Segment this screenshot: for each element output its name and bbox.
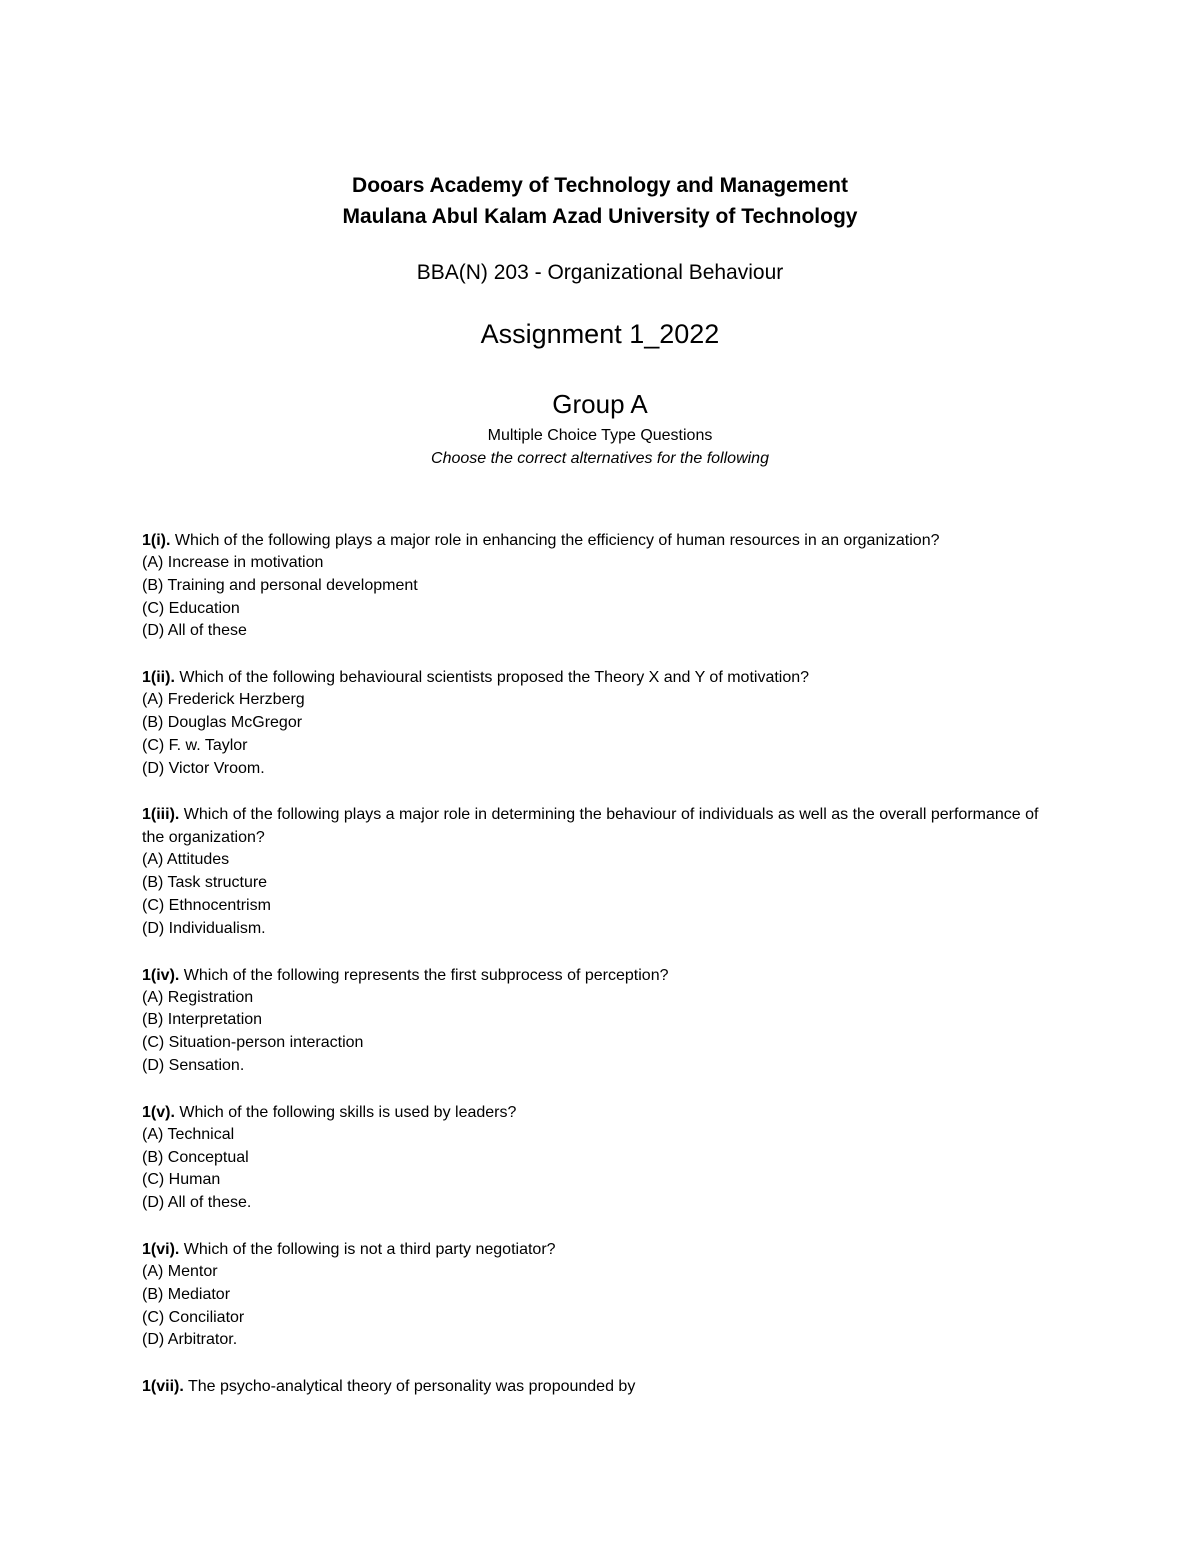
question-1-vii <box>142 1375 1042 1398</box>
option-a: (A) Registration <box>142 988 254 1006</box>
option-a: (A) Mentor <box>142 1262 218 1280</box>
option-b: (B) Interpretation <box>142 1011 263 1029</box>
option-c: (C) F. w. Taylor <box>142 736 248 754</box>
document-header <box>0 170 1200 471</box>
question-number: 1(vi). <box>142 1240 180 1258</box>
option-c: (C) Conciliator <box>142 1308 245 1326</box>
question-text <box>142 529 1042 552</box>
question-text <box>142 1238 1042 1261</box>
question-number: 1(iii). <box>142 806 180 824</box>
question-1-iii <box>142 803 1042 940</box>
question-number: 1(v). <box>142 1103 175 1121</box>
option-b: (B) Training and personal development <box>142 576 418 594</box>
question-body: Which of the following plays a major role in enhancing the efficiency of human resources in an organization? <box>170 532 940 549</box>
option-d: (D) All of these. <box>142 1194 252 1212</box>
option-c: (C) Education <box>142 599 240 617</box>
question-body: Which of the following is not a third party negotiator? <box>179 1240 556 1258</box>
question-1-ii <box>142 666 1042 780</box>
option-b: (B) Task structure <box>142 874 268 892</box>
option-d: (D) All of these <box>142 622 247 640</box>
option-c: (C) Human <box>142 1171 221 1189</box>
option-a: (A) Frederick Herzberg <box>142 691 305 709</box>
question-text <box>142 1375 1042 1398</box>
question-1-iv <box>142 964 1042 1078</box>
course-title: BBA(N) 203 - Organizational Behaviour <box>416 261 784 284</box>
question-1-vi <box>142 1238 1042 1352</box>
question-body: The psycho-analytical theory of personality was propounded by <box>183 1378 636 1396</box>
group-title: Group A <box>552 389 648 419</box>
question-number: 1(ii). <box>142 669 175 687</box>
option-b: (B) Douglas McGregor <box>142 713 303 731</box>
option-a: (A) Increase in motivation <box>142 554 324 571</box>
option-d: (D) Arbitrator. <box>142 1331 238 1349</box>
question-list <box>142 529 1042 1421</box>
question-number: 1(iv). <box>142 966 180 984</box>
question-text <box>142 803 1042 849</box>
option-d: (D) Sensation. <box>142 1056 245 1074</box>
question-number: 1(i). <box>142 532 171 549</box>
question-1-v <box>142 1101 1042 1215</box>
assignment-title: Assignment 1_2022 <box>480 319 720 349</box>
question-number: 1(vii). <box>142 1378 184 1396</box>
question-body: Which of the following represents the first subprocess of perception? <box>179 966 669 984</box>
option-a: (A) Attitudes <box>142 851 230 869</box>
question-1-i <box>142 529 1042 643</box>
institution-name: Dooars Academy of Technology and Management <box>352 174 848 197</box>
option-b: (B) Conceptual <box>142 1148 249 1166</box>
option-b: (B) Mediator <box>142 1285 231 1303</box>
instruction-text: Choose the correct alternatives for the following <box>431 450 769 467</box>
question-type: Multiple Choice Type Questions <box>487 427 713 444</box>
question-body: Which of the following behavioural scientists proposed the Theory X and Y of motivation? <box>174 669 810 687</box>
option-c: (C) Situation-person interaction <box>142 1034 364 1052</box>
question-body: Which of the following skills is used by leaders? <box>174 1103 517 1121</box>
question-text <box>142 666 1042 689</box>
question-text <box>142 964 1042 987</box>
option-c: (C) Ethnocentrism <box>142 896 271 914</box>
option-d: (D) Victor Vroom. <box>142 759 265 777</box>
option-a: (A) Technical <box>142 1125 235 1143</box>
question-text <box>142 1101 1042 1124</box>
question-body: Which of the following plays a major role in determining the behaviour of individuals as well as the overall performance of the organization? <box>142 806 1039 847</box>
university-name: Maulana Abul Kalam Azad University of Technology <box>342 205 858 228</box>
option-d: (D) Individualism. <box>142 919 266 937</box>
